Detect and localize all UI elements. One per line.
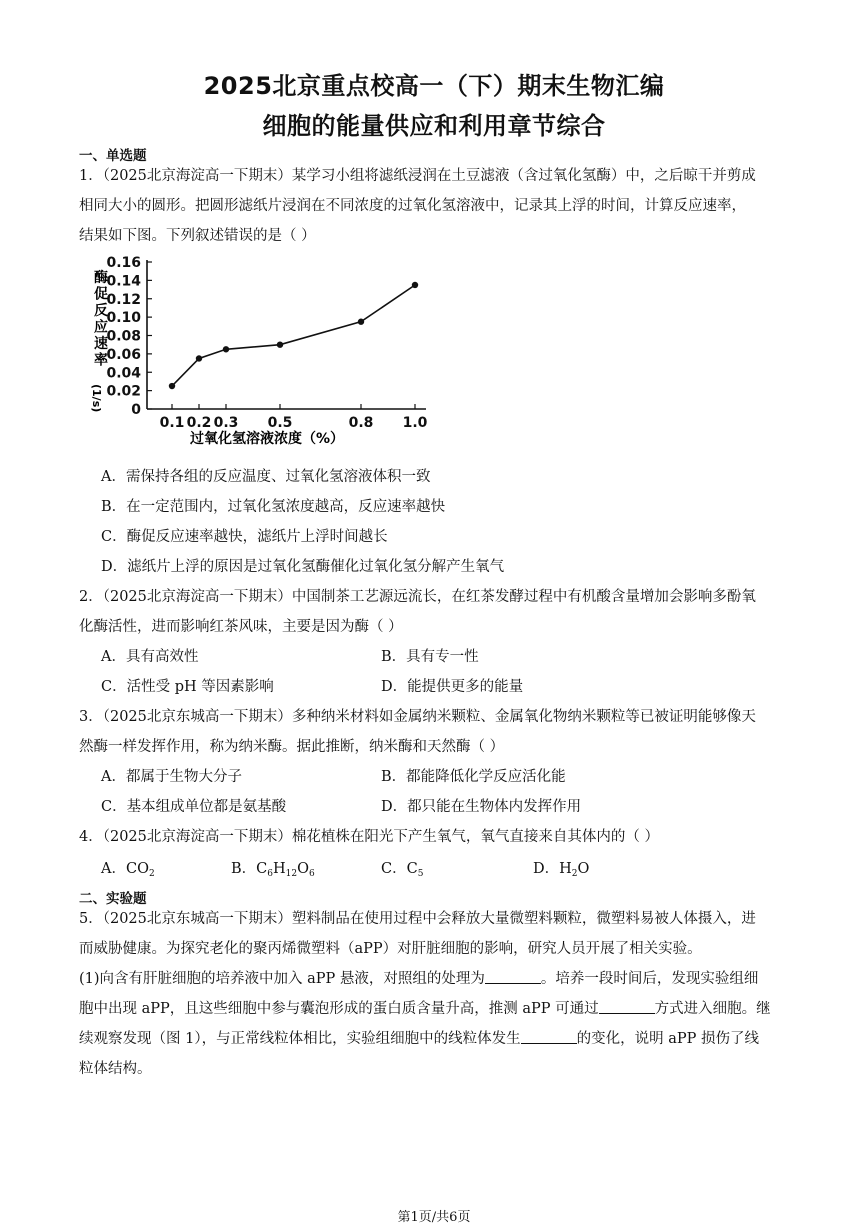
chart-y-ticks [106, 255, 152, 418]
page-number: 第1页/共6页 [397, 1210, 471, 1225]
chart-y-axis-unit: (1/s) [90, 384, 103, 413]
question-1-option-d[interactable]: D．滤纸片上浮的原因是过氧化氢酶催化过氧化氢分解产生氧气 [101, 559, 505, 575]
chart-data-point [412, 282, 418, 288]
question-4-option-d[interactable] [533, 857, 589, 878]
chart-y-tick-label: 0.16 [106, 255, 141, 271]
chart-series-line [172, 285, 415, 386]
question-1-line-1: 1．（2025北京海淀高一下期末）某学习小组将滤纸浸润在土豆滤液（含过氧化氢酶）中，之后晾干并剪成 [79, 168, 756, 184]
section-heading-experiment: 二、实验题 [79, 891, 147, 907]
chart-data-point [169, 383, 175, 389]
question-3-option-d[interactable]: D．都只能在生物体内发挥作用 [381, 799, 582, 815]
chart-y-tick-label: 0.10 [106, 310, 141, 327]
question-3-option-c[interactable]: C．基本组成单位都是氨基酸 [101, 799, 287, 815]
answer-blank-2[interactable] [599, 999, 655, 1014]
question-2-option-b[interactable]: B．具有专一性 [381, 649, 479, 665]
question-2-line-2: 化酶活性，进而影响红茶风味，主要是因为酶（ ） [79, 619, 403, 635]
option-label: A． [101, 861, 126, 877]
question-5-part-1-line-3: 续观察发现（图 1），与正常线粒体相比，实验组细胞中的线粒体发生 的变化，说明 aPP 损伤了线 [79, 1031, 759, 1047]
page-title: 2025北京重点校高一（下）期末生物汇编 [203, 72, 665, 100]
question-5-line-1: 5．（2025北京东城高一下期末）塑料制品在使用过程中会释放大量微塑料颗粒，微塑料易被人体摄入，进 [79, 911, 756, 927]
question-4-line-1: 4．（2025北京海淀高一下期末）棉花植株在阳光下产生氧气，氧气直接来自其体内的（ ） [79, 829, 659, 845]
chart-x-tick-label: 0.2 [186, 415, 212, 431]
question-2-option-a[interactable]: A．具有高效性 [101, 649, 199, 665]
question-1-line-3: 结果如下图。下列叙述错误的是（ ） [79, 228, 316, 244]
page-subtitle: 细胞的能量供应和利用章节综合 [262, 112, 606, 140]
chart-data-point [196, 355, 202, 361]
question-1-option-c[interactable]: C．酶促反应速率越快，滤纸片上浮时间越长 [101, 529, 388, 545]
chart-x-tick-label: 0.1 [159, 415, 185, 431]
formula-glucose: $C_6H_{12}O_6$ [256, 861, 315, 879]
question-1-line-2: 相同大小的圆形。把圆形滤纸片浸润在不同浓度的过氧化氢溶液中，记录其上浮的时间，计算反应速率， [79, 198, 746, 214]
question-4-option-a[interactable] [101, 857, 155, 878]
question-3-line-2: 然酶一样发挥作用，称为纳米酶。据此推断，纳米酶和天然酶（ ） [79, 739, 505, 755]
question-2-line-1: 2．（2025北京海淀高一下期末）中国制茶工艺源远流长，在红茶发酵过程中有机酸含量增加会影响多酚氧 [79, 589, 756, 605]
answer-blank-1[interactable] [485, 969, 541, 984]
question-2-option-d[interactable]: D．能提供更多的能量 [381, 679, 524, 695]
question-1-option-b[interactable]: B．在一定范围内，过氧化氢浓度越高，反应速率越快 [101, 499, 446, 515]
question-3-option-b[interactable]: B．都能降低化学反应活化能 [381, 769, 566, 785]
chart-x-tick-label: 0.5 [267, 415, 293, 431]
option-label: B． [231, 861, 257, 877]
formula-h2o: $H_2O$ [559, 861, 590, 879]
chart-y-tick-label: 0.14 [106, 273, 141, 290]
chart-y-tick-label: 0.02 [106, 383, 141, 400]
chart-x-tick-label: 0.3 [213, 415, 239, 431]
question-2-option-c[interactable]: C．活性受 pH 等因素影响 [101, 679, 274, 695]
chart-x-tick-label: 1.0 [402, 415, 428, 431]
chart-series [169, 282, 418, 389]
question-1-option-a[interactable]: A．需保持各组的反应温度、过氧化氢溶液体积一致 [101, 469, 431, 485]
question-5-part-1-line-1: (1)向含有肝脏细胞的培养液中加入 aPP 悬液，对照组的处理为 。培养一段时间后，发现实验组细 [79, 971, 759, 987]
answer-blank-3[interactable] [521, 1029, 577, 1044]
chart-data-point [277, 341, 283, 347]
option-label: C． [381, 861, 407, 877]
chart-y-axis-label: 酶促反应速率 [94, 270, 108, 369]
chart-y-tick-label: 0 [131, 402, 141, 418]
chart-y-tick-label: 0.06 [106, 346, 141, 363]
chart-data-point [223, 346, 229, 352]
chart-y-tick-label: 0.04 [106, 365, 141, 382]
section-heading-single-choice: 一、单选题 [79, 148, 147, 164]
option-label: D． [533, 861, 560, 877]
chart-x-axis-label: 过氧化氢溶液浓度（%） [190, 431, 345, 447]
question-3-option-a[interactable]: A．都属于生物大分子 [101, 769, 242, 785]
question-5-part-1-line-2: 胞中出现 aPP，且这些细胞中参与囊泡形成的蛋白质含量升高，推测 aPP 可通过 方式进入细胞。继 [79, 1001, 771, 1017]
chart-y-tick-label: 0.08 [106, 328, 141, 345]
question-5-part-1-line-4: 粒体结构。 [79, 1061, 152, 1077]
reaction-rate-chart [84, 252, 444, 452]
chart-axes [147, 260, 426, 409]
question-4-option-c[interactable] [381, 857, 423, 878]
formula-c5: $C_5$ [406, 861, 424, 879]
question-5-line-2: 而威胁健康。为探究老化的聚丙烯微塑料（aPP）对肝脏细胞的影响，研究人员开展了相关实验。 [79, 941, 702, 957]
chart-x-ticks [160, 404, 428, 431]
chart-data-point [358, 319, 364, 325]
formula-co2: $CO_2$ [125, 861, 155, 879]
question-4-option-b[interactable] [231, 857, 315, 878]
chart-x-tick-label: 0.8 [348, 415, 374, 431]
chart-y-tick-label: 0.12 [106, 291, 141, 308]
question-3-line-1: 3．（2025北京东城高一下期末）多种纳米材料如金属纳米颗粒、金属氧化物纳米颗粒等已被证明能够像天 [79, 709, 756, 725]
